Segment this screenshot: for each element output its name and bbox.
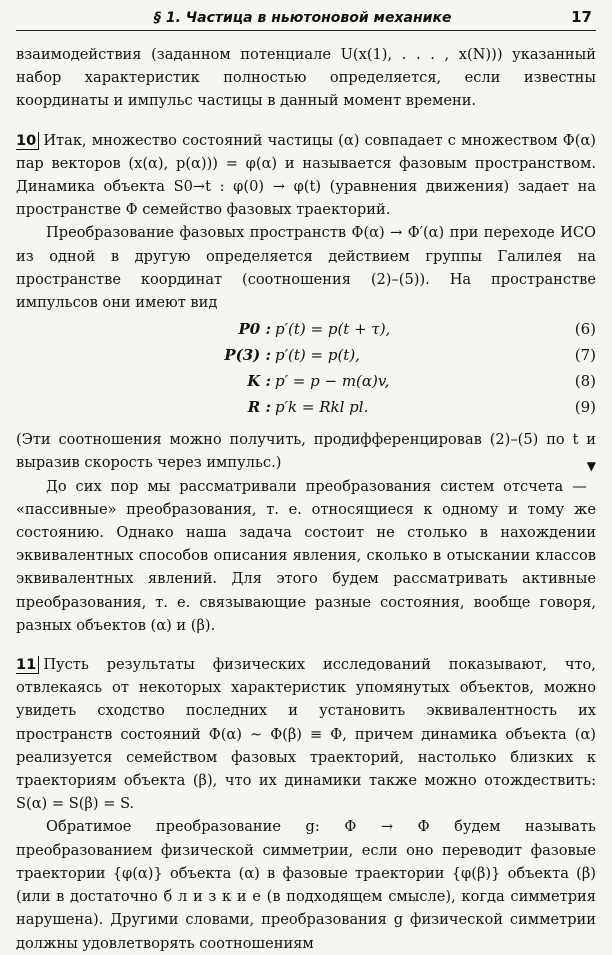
section-10-number: 10	[16, 132, 39, 150]
equation-row	[16, 372, 596, 398]
equation-row	[16, 346, 596, 372]
equation-rhs: p′k = Rkl pl.	[275, 398, 369, 417]
passive-active-paragraph: До сих пор мы рассматривали преобразования систем отсчета — «пассивные» преобразования, т. е. относящиеся к одному и тому же состоянию. Однако наша задача состоит не столько в нахождении эквивалентных способов описания явления, сколько в отыскании классов эквивалентных явлений. Для этого будем рассматривать активные преобразования, т. е. связывающие разные состояния, вообще говоря, разных объектов (α) и (β).	[16, 477, 596, 634]
equation-number: (7)	[574, 346, 596, 365]
equation-row	[16, 320, 596, 346]
equation-number: (8)	[574, 372, 596, 391]
equation-rhs: p′(t) = p(t + τ),	[275, 320, 391, 339]
equation-row	[16, 398, 596, 424]
page-number: 17	[571, 8, 592, 26]
equation-number: (9)	[574, 398, 596, 417]
equations-block	[16, 320, 596, 424]
equation-lhs: K :	[247, 372, 271, 391]
derivation-note	[16, 428, 596, 474]
section-11-number: 11	[16, 656, 39, 674]
equation-rhs: p′ = p − m(α)v,	[275, 372, 390, 391]
equation-lhs: P0 :	[238, 320, 271, 339]
equation-rhs: p′(t) = p(t),	[275, 346, 360, 365]
end-of-proof-mark: ▼	[586, 459, 596, 474]
intro-paragraph: взаимодействия (заданном потенциале U(x(1), . . . , x(N))) указанный набор характеристик полностью определяется, если известны координаты и импульс частицы в данный момент времени.	[16, 46, 596, 110]
symmetry-definition-paragraph: Обратимое преобразование g: Φ → Φ будем называть преобразованием физической симметрии, если оно переводит фазовые траектории {φ(α)} объекта (α) в фазовые траектории {φ(β)} объекта (β) (или в достаточно б л и з к и е (в подходящем смысле), когда симметрия нарушена). Другими словами, преобразования g физической симметрии должны удовлетворять соотношениям	[16, 818, 596, 952]
section-10-paragraph	[16, 129, 596, 222]
galilean-paragraph: Преобразование фазовых пространств Φ(α) → Φ′(α) при переходе ИСО из одной в другую определяется действием группы Галилея на пространстве координат (соотношения (2)–(5)). На пространстве импульсов они имеют вид	[16, 224, 596, 312]
equation-lhs: P(3) :	[224, 346, 271, 365]
section-11-text: Пусть результаты физических исследований показывают, что, отвлекаясь от некоторых характеристик упомянутых объектов, можно увидеть сходство последних и установить эквивалентность их пространств состояний Φ(α) ∼ Φ(β) ≡ Φ, причем динамика объекта (α) реализуется семейством фазовых траекторий, настолько близких к траекториям объекта (β), что их динамики также можно отождествить: S(α) = S(β) = S.	[16, 656, 596, 813]
section-10-text: Итак, множество состояний частицы (α) совпадает с множеством Φ(α) пар векторов (x(α), p(α))) = φ(α) и называется фазовым пространством. Динамика объекта S0→t : φ(0) → φ(t) (уравнения движения) задает на пространстве Φ семейство фазовых траекторий.	[16, 131, 596, 219]
running-header	[16, 8, 596, 31]
derivation-text: (Эти соотношения можно получить, продифференцировав (2)–(5) по t и выразив скорость через импульс.)	[16, 431, 596, 472]
equation-number: (6)	[574, 320, 596, 339]
section-11-paragraph	[16, 653, 596, 815]
running-title: § 1. Частица в ньютоновой механике	[154, 10, 452, 26]
equation-lhs: R :	[247, 398, 271, 417]
